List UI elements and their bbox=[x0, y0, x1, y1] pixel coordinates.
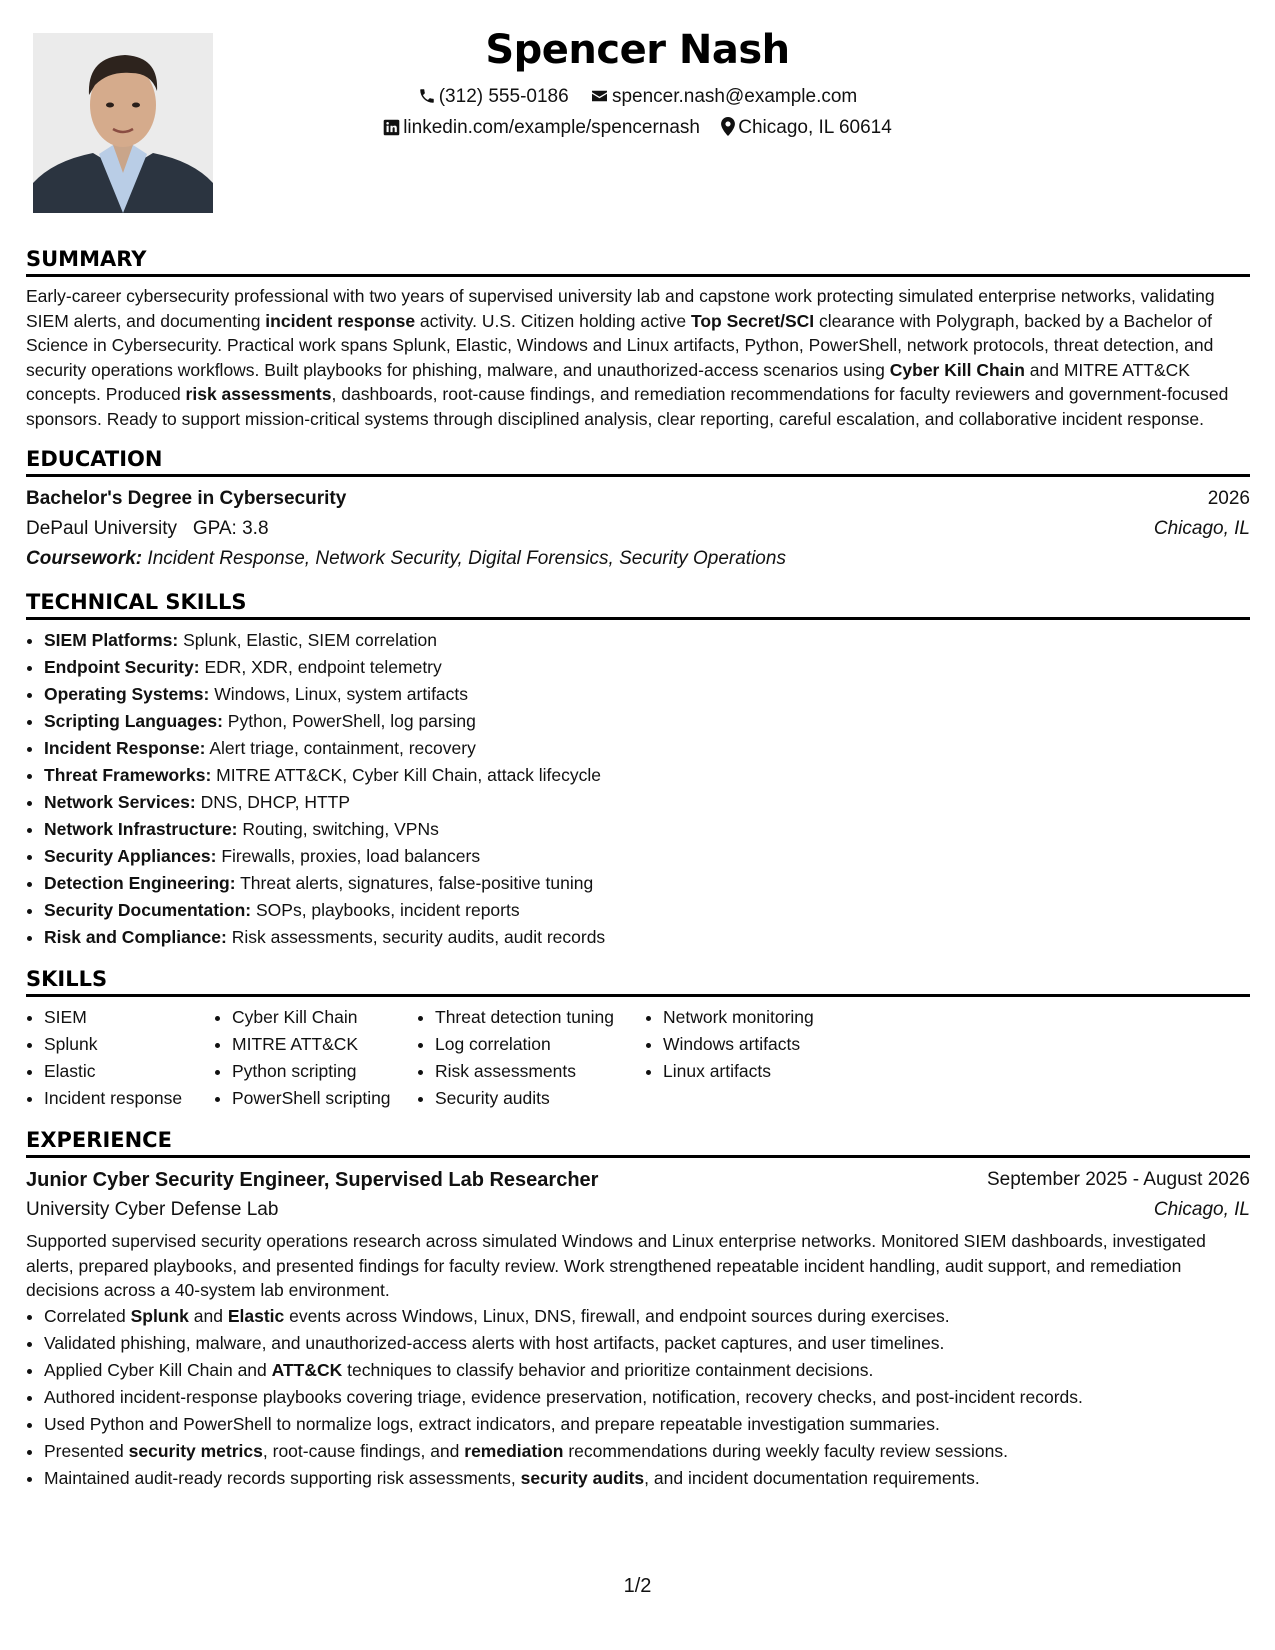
map-pin-icon bbox=[721, 117, 735, 136]
summary-text: , dashboards, root-cause findings, and remediation recommendations for faculty reviewers and government-focused sponsors. Ready to support mission-critical systems through disciplined analysis, clear reporting, careful escalation, and collaborative incident response. bbox=[26, 384, 1229, 429]
profile-photo-illustration bbox=[33, 33, 213, 213]
list-item bbox=[44, 816, 1250, 843]
bullet-highlight: Splunk bbox=[130, 1305, 189, 1326]
list-item: • MITRE ATT&CK bbox=[232, 1031, 417, 1058]
job-dates: September 2025 - August 2026 bbox=[986, 1169, 1250, 1190]
list-item bbox=[44, 1438, 1250, 1465]
skill-category: Operating Systems: bbox=[44, 684, 210, 704]
summary-highlight: Cyber Kill Chain bbox=[889, 359, 1025, 380]
bullet-text: Presented bbox=[44, 1440, 129, 1461]
gpa: GPA: 3.8 bbox=[192, 518, 269, 539]
list-item: • Incident response bbox=[44, 1085, 214, 1112]
school-location: Chicago, IL bbox=[1153, 518, 1250, 539]
list-item: • Windows artifacts bbox=[663, 1031, 863, 1058]
skill-category: Network Infrastructure: bbox=[44, 819, 238, 839]
list-item bbox=[44, 1384, 1250, 1411]
bullet-text: Authored incident-response playbooks covering triage, evidence preservation, notification, recovery checks, and post-incident records. bbox=[44, 1386, 1083, 1407]
summary-text: and MITRE ATT&CK concepts. Produced bbox=[26, 359, 1190, 404]
list-item: • Elastic bbox=[44, 1058, 214, 1085]
summary-highlight: incident response bbox=[265, 310, 416, 331]
page-number: 1/2 bbox=[623, 1575, 652, 1597]
skill-category: Risk and Compliance: bbox=[44, 927, 227, 947]
bullet-text: Used Python and PowerShell to normalize logs, extract indicators, and prepare repeatable investigation summaries. bbox=[44, 1413, 940, 1434]
skill-values: Firewalls, proxies, load balancers bbox=[221, 846, 481, 866]
bullet-text: Validated phishing, malware, and unauthorized-access alerts with host artifacts, packet captures, and user timelines. bbox=[44, 1332, 945, 1353]
list-item bbox=[44, 1357, 1250, 1384]
skill-values: EDR, XDR, endpoint telemetry bbox=[204, 657, 442, 677]
summary-text: Early-career cybersecurity professional with two years of supervised university lab and capstone work protecting simulated enterprise networks, validating SIEM alerts, and documenting bbox=[26, 286, 1215, 331]
bullet-text: Maintained audit-ready records supporting risk assessments, bbox=[44, 1467, 521, 1488]
summary-heading: SUMMARY bbox=[26, 246, 1250, 277]
summary-highlight: risk assessments bbox=[185, 384, 332, 404]
coursework-label: Coursework: bbox=[26, 548, 143, 569]
list-item bbox=[44, 1330, 1250, 1357]
bullet-text: and bbox=[188, 1305, 228, 1326]
bullet-text: events across Windows, Linux, DNS, firewall, and endpoint sources during exercises. bbox=[284, 1305, 950, 1326]
skills-column-3 bbox=[417, 1004, 645, 1112]
skills-column-4 bbox=[645, 1004, 863, 1112]
bullet-text: recommendations during weekly faculty review sessions. bbox=[563, 1440, 1008, 1461]
list-item: • Security audits bbox=[435, 1085, 645, 1112]
candidate-name: Spencer Nash bbox=[485, 27, 790, 73]
job-title: Junior Cyber Security Engineer, Supervised Lab Researcher bbox=[26, 1169, 599, 1191]
list-item bbox=[44, 924, 1250, 951]
email-item[interactable] bbox=[590, 85, 857, 109]
job-row-1 bbox=[26, 1165, 1250, 1195]
job-description: Supported supervised security operations research across simulated Windows and Linux enterprise networks. Monitored SIEM dashboards, investigated alerts, prepared playbooks, and presented findings for faculty review. Work strengthened repeatable incident handling, audit support, and remediation decisions across a 40-system lab environment. bbox=[26, 1231, 1206, 1300]
skill-values: Python, PowerShell, log parsing bbox=[227, 711, 476, 731]
location-text: Chicago, IL 60614 bbox=[738, 117, 892, 138]
profile-photo bbox=[33, 33, 213, 213]
skills-column-1 bbox=[26, 1004, 214, 1112]
bullet-text: techniques to classify behavior and prioritize containment decisions. bbox=[342, 1359, 874, 1380]
email-text[interactable]: spencer.nash@example.com bbox=[611, 86, 858, 107]
technical-skills-heading: TECHNICAL SKILLS bbox=[26, 589, 1250, 620]
skill-values: DNS, DHCP, HTTP bbox=[200, 792, 351, 812]
skill-values: Risk assessments, security audits, audit records bbox=[231, 927, 606, 947]
skill-category: Security Documentation: bbox=[44, 900, 252, 920]
skill-values: MITRE ATT&CK, Cyber Kill Chain, attack lifecycle bbox=[216, 765, 601, 785]
list-item bbox=[44, 627, 1250, 654]
list-item: • PowerShell scripting bbox=[232, 1085, 417, 1112]
list-item bbox=[44, 870, 1250, 897]
job-bullets bbox=[26, 1303, 1250, 1492]
skill-category: Network Services: bbox=[44, 792, 196, 812]
summary-paragraph bbox=[26, 284, 1250, 431]
summary-text: activity. U.S. Citizen holding active bbox=[415, 310, 691, 331]
skill-category: Endpoint Security: bbox=[44, 657, 200, 677]
list-item: • Splunk bbox=[44, 1031, 214, 1058]
list-item: • SIEM bbox=[44, 1004, 214, 1031]
list-item: • Linux artifacts bbox=[663, 1058, 863, 1085]
bullet-highlight: Elastic bbox=[227, 1305, 285, 1326]
skills-heading: SKILLS bbox=[26, 966, 1250, 997]
linkedin-item[interactable] bbox=[383, 116, 700, 140]
graduation-year: 2026 bbox=[1207, 488, 1250, 509]
list-item: • Python scripting bbox=[232, 1058, 417, 1085]
skill-category: SIEM Platforms: bbox=[44, 630, 179, 650]
list-item: • Network monitoring bbox=[663, 1004, 863, 1031]
bullet-highlight: remediation bbox=[464, 1440, 564, 1461]
skill-category: Incident Response: bbox=[44, 738, 206, 758]
skill-values: Routing, switching, VPNs bbox=[242, 819, 439, 839]
skill-category: Security Appliances: bbox=[44, 846, 217, 866]
resume-body bbox=[26, 246, 1250, 1492]
contact-line-2 bbox=[230, 116, 1045, 140]
job-organization: University Cyber Defense Lab bbox=[26, 1199, 279, 1220]
envelope-icon bbox=[590, 87, 609, 105]
list-item: • Risk assessments bbox=[435, 1058, 645, 1085]
bullet-text: , and incident documentation requirements. bbox=[644, 1467, 980, 1488]
list-item bbox=[44, 681, 1250, 708]
technical-skills-list bbox=[26, 627, 1250, 951]
education-heading: EDUCATION bbox=[26, 446, 1250, 477]
education-row-1 bbox=[26, 484, 1250, 514]
job-row-2 bbox=[26, 1195, 1250, 1225]
list-item: • Threat detection tuning bbox=[435, 1004, 645, 1031]
bullet-highlight: ATT&CK bbox=[271, 1359, 343, 1380]
bullet-text: , root-cause findings, and bbox=[262, 1440, 465, 1461]
list-item bbox=[44, 708, 1250, 735]
list-item bbox=[44, 735, 1250, 762]
skills-column-2 bbox=[214, 1004, 417, 1112]
skill-values: SOPs, playbooks, incident reports bbox=[256, 900, 520, 920]
list-item bbox=[44, 1465, 1250, 1492]
location-item bbox=[721, 116, 892, 140]
linkedin-text[interactable]: linkedin.com/example/spencernash bbox=[403, 117, 700, 138]
job-location: Chicago, IL bbox=[1153, 1199, 1250, 1220]
skill-values: Alert triage, containment, recovery bbox=[209, 738, 476, 758]
skill-category: Threat Frameworks: bbox=[44, 765, 212, 785]
skill-values: Windows, Linux, system artifacts bbox=[214, 684, 469, 704]
linkedin-icon bbox=[383, 119, 400, 136]
summary-text: clearance with Polygraph, backed by a Bachelor of Science in Cybersecurity. Practical work spans Splunk, Elastic, Windows and Linux artifacts, Python, PowerShell, network protocols, threat detection, and security operations workflows. Built playbooks for phishing, malware, and unauthorized-access scenarios using bbox=[26, 310, 1214, 380]
bullet-highlight: security metrics bbox=[128, 1440, 263, 1461]
skill-category: Detection Engineering: bbox=[44, 873, 236, 893]
degree-name: Bachelor's Degree in Cybersecurity bbox=[26, 488, 347, 509]
list-item bbox=[44, 1303, 1250, 1330]
list-item bbox=[44, 762, 1250, 789]
bullet-text: Applied Cyber Kill Chain and bbox=[44, 1359, 272, 1380]
summary-highlight: Top Secret/SCI bbox=[690, 310, 815, 331]
bullet-highlight: security audits bbox=[520, 1467, 645, 1488]
coursework-list: Incident Response, Network Security, Digital Forensics, Security Operations bbox=[147, 548, 786, 569]
experience-heading: EXPERIENCE bbox=[26, 1127, 1250, 1158]
coursework bbox=[26, 544, 1250, 574]
education-row-2 bbox=[26, 514, 1250, 544]
list-item: • Log correlation bbox=[435, 1031, 645, 1058]
skill-values: Threat alerts, signatures, false-positive tuning bbox=[240, 873, 594, 893]
phone-text: (312) 555-0186 bbox=[438, 86, 569, 107]
school-info bbox=[26, 514, 269, 544]
school-name: DePaul University bbox=[26, 518, 177, 539]
skill-values: Splunk, Elastic, SIEM correlation bbox=[183, 630, 437, 650]
list-item bbox=[44, 654, 1250, 681]
phone-item bbox=[418, 85, 569, 109]
phone-icon bbox=[418, 87, 436, 105]
list-item bbox=[44, 1411, 1250, 1438]
list-item: • Cyber Kill Chain bbox=[232, 1004, 417, 1031]
resume-header bbox=[230, 22, 1045, 140]
list-item bbox=[44, 897, 1250, 924]
list-item bbox=[44, 843, 1250, 870]
list-item bbox=[44, 789, 1250, 816]
skill-category: Scripting Languages: bbox=[44, 711, 223, 731]
contact-line-1 bbox=[230, 85, 1045, 109]
bullet-text: Correlated bbox=[44, 1305, 131, 1326]
skills-grid bbox=[26, 1004, 1250, 1112]
